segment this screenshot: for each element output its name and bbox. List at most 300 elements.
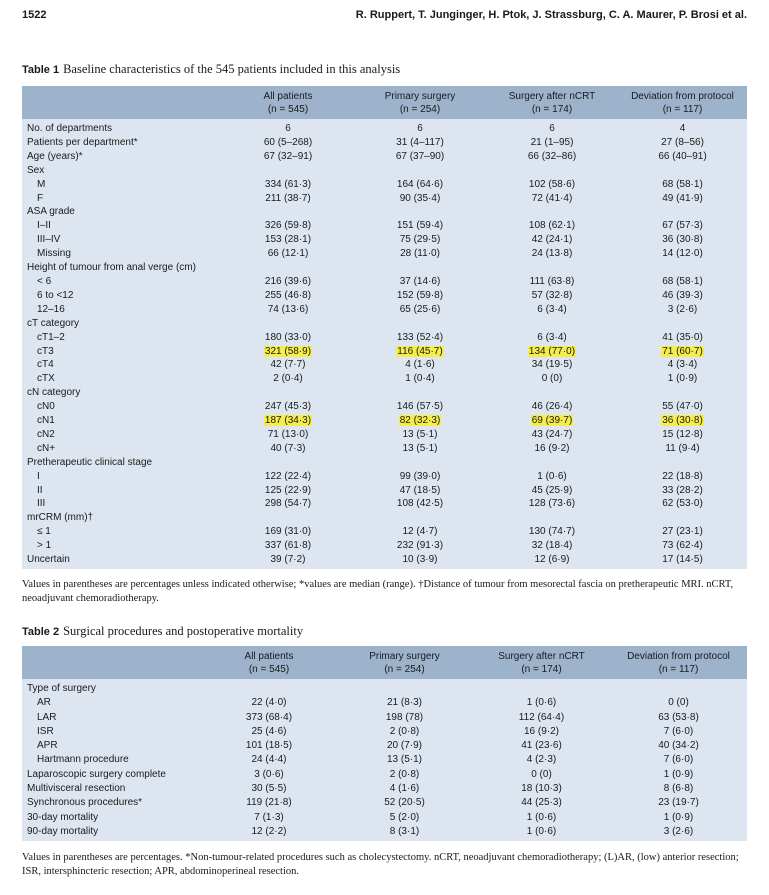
table-cell	[486, 345, 618, 359]
highlighted-value: 321 (58·9)	[264, 345, 312, 357]
table-cell	[202, 825, 336, 841]
table-cell	[486, 484, 618, 498]
row-label: cT1–2	[37, 331, 65, 343]
cell-value: 73 (62·4)	[662, 540, 703, 552]
table-cell	[486, 275, 618, 289]
table-cell	[618, 345, 747, 359]
table-row	[22, 484, 747, 498]
table-cell	[222, 539, 354, 553]
cell-value: 24 (13·8)	[531, 248, 573, 260]
cell-value: 198 (78)	[385, 711, 424, 723]
row-label: F	[37, 192, 44, 204]
table-cell	[336, 782, 473, 796]
table-cell	[222, 247, 354, 261]
table-cell	[336, 696, 473, 710]
table-cell	[618, 164, 747, 178]
cell-value: 4 (3·4)	[667, 359, 698, 371]
table-cell	[618, 150, 747, 164]
row-label: mrCRM (mm)†	[27, 512, 94, 524]
cell-value: 30 (5·5)	[251, 783, 287, 795]
cell-value: 1 (0·6)	[526, 811, 557, 823]
table-cell	[610, 725, 747, 739]
table-cell	[222, 456, 354, 470]
table-cell	[618, 553, 747, 569]
cell-value: 112 (64·4)	[518, 711, 565, 723]
table-cell	[222, 219, 354, 233]
table-cell	[336, 679, 473, 696]
table-cell	[610, 739, 747, 753]
table2-footnote: Values in parentheses are percentages. *Non-tumour-related procedures such as cholecystectomy. nCRT, neoadjuvant chemoradiotherapy; (L)AR, (low) anterior resection; ISR, intersphincteric resection; APR, abdominoperineal resection.	[22, 852, 739, 877]
table-cell	[202, 811, 336, 825]
table-cell	[222, 358, 354, 372]
cell-value: 101 (18·5)	[245, 740, 293, 752]
table-cell	[486, 233, 618, 247]
table-cell	[354, 275, 486, 289]
table-cell	[486, 553, 618, 569]
table-cell	[202, 796, 336, 810]
table-cell	[618, 275, 747, 289]
table-cell	[336, 825, 473, 841]
cell-value: 20 (7·9)	[386, 740, 422, 752]
table-cell	[354, 497, 486, 511]
table-cell	[618, 386, 747, 400]
cell-value: 180 (33·0)	[264, 331, 312, 343]
table-cell	[222, 136, 354, 150]
cell-value: 60 (5–268)	[263, 136, 313, 148]
table-cell	[486, 150, 618, 164]
table-row	[22, 525, 747, 539]
table-cell	[618, 525, 747, 539]
table-cell	[618, 233, 747, 247]
table-row	[22, 150, 747, 164]
cell-value: 211 (38·7)	[265, 192, 311, 204]
cell-value: 16 (9·2)	[534, 442, 570, 454]
table-cell	[354, 400, 486, 414]
cell-value: 130 (74·7)	[528, 526, 576, 538]
table-cell	[202, 711, 336, 725]
cell-value: 71 (13·0)	[267, 428, 309, 440]
row-label: ISR	[37, 725, 54, 737]
table-row	[22, 192, 747, 206]
cell-value: 27 (8–56)	[661, 136, 704, 148]
cell-value: 108 (42·5)	[396, 498, 444, 510]
cell-value: 25 (4·6)	[251, 725, 287, 737]
cell-value: 68 (58·1)	[662, 275, 703, 287]
row-label: III–IV	[37, 234, 61, 246]
table-cell	[222, 345, 354, 359]
cell-value: 6 (3·4)	[537, 303, 567, 315]
table-cell	[222, 261, 354, 275]
table-cell	[354, 205, 486, 219]
cell-value: 0 (0)	[541, 373, 563, 385]
cell-value: 12 (4·7)	[402, 526, 438, 538]
row-label: cN2	[37, 428, 55, 440]
table-cell	[202, 679, 336, 696]
cell-value: 24 (4·4)	[251, 754, 287, 766]
table-cell	[486, 317, 618, 331]
table-row	[22, 711, 747, 725]
table-row	[22, 136, 747, 150]
cell-value: 128 (73·6)	[528, 498, 576, 510]
table-cell	[486, 442, 618, 456]
col-name: Surgery after nCRT	[498, 651, 585, 662]
cell-value: 334 (61·3)	[264, 178, 312, 190]
table-row	[22, 178, 747, 192]
cell-value: 90 (35·4)	[399, 192, 441, 204]
table2-col-header	[610, 646, 747, 679]
highlighted-value: 36 (30·8)	[662, 415, 703, 427]
table-cell	[354, 470, 486, 484]
cell-value: 46 (39·3)	[662, 289, 703, 301]
cell-value: 49 (41·9)	[662, 192, 703, 204]
table-row	[22, 358, 747, 372]
table1	[22, 86, 747, 569]
table-cell	[486, 136, 618, 150]
cell-value: 6 (3·4)	[537, 331, 567, 343]
table-cell	[222, 119, 354, 136]
table-cell	[486, 372, 618, 386]
table-row	[22, 386, 747, 400]
table-cell	[336, 796, 473, 810]
table-cell	[610, 679, 747, 696]
table-row	[22, 825, 747, 841]
cell-value: 21 (8·3)	[386, 697, 422, 709]
table1-title: Baseline characteristics of the 545 patients included in this analysis	[63, 62, 401, 76]
table-row	[22, 782, 747, 796]
cell-value: 17 (14·5)	[662, 554, 703, 566]
table-row	[22, 345, 747, 359]
table-cell	[336, 711, 473, 725]
cell-value: 2 (0·4)	[273, 373, 303, 385]
table-cell	[618, 400, 747, 414]
row-label: APR	[37, 740, 58, 752]
cell-value: 27 (23·1)	[662, 526, 703, 538]
table-cell	[222, 233, 354, 247]
table-cell	[486, 456, 618, 470]
cell-value: 68 (58·1)	[662, 178, 703, 190]
table-cell	[354, 289, 486, 303]
cell-value: 52 (20·5)	[384, 797, 425, 809]
row-label: 6 to <12	[37, 289, 74, 301]
table-cell	[618, 470, 747, 484]
cell-value: 66 (40–91)	[658, 150, 707, 162]
row-label: Multivisceral resection	[27, 783, 126, 795]
cell-value: 13 (5·1)	[402, 442, 438, 454]
table1-label: Table 1	[22, 64, 60, 76]
cell-value: 6	[285, 123, 291, 134]
table-row	[22, 679, 747, 696]
table-cell	[473, 711, 610, 725]
row-label: cN+	[37, 442, 56, 454]
col-name: Primary surgery	[369, 651, 440, 662]
table2-header-row	[22, 646, 747, 679]
table-cell	[610, 753, 747, 767]
table1-body	[22, 119, 747, 569]
cell-value: 119 (21·8)	[246, 797, 292, 809]
col-n: (n = 117)	[658, 664, 699, 675]
cell-value: 0 (0)	[668, 697, 689, 709]
cell-value: 5 (2·0)	[389, 811, 420, 823]
cell-value: 47 (18·5)	[399, 484, 441, 496]
cell-value: 22 (4·0)	[251, 697, 287, 709]
table-cell	[202, 768, 336, 782]
row-label: Synchronous procedures*	[27, 797, 143, 809]
cell-value: 122 (22·4)	[264, 470, 312, 482]
table-cell	[486, 525, 618, 539]
table-row	[22, 696, 747, 710]
row-label: > 1	[37, 540, 52, 552]
cell-value: 108 (62·1)	[528, 220, 576, 232]
table-cell	[618, 247, 747, 261]
cell-value: 8 (3·1)	[389, 825, 420, 837]
cell-value: 67 (37–90)	[395, 150, 445, 162]
table-cell	[202, 725, 336, 739]
row-label: ASA grade	[27, 206, 75, 218]
table-row	[22, 400, 747, 414]
cell-value: 44 (25·3)	[521, 797, 562, 809]
table-cell	[486, 205, 618, 219]
table1-col-header	[354, 86, 486, 119]
row-label: cN0	[37, 401, 55, 413]
table-cell	[222, 289, 354, 303]
highlighted-value: 116 (45·7)	[397, 345, 443, 357]
table-cell	[354, 150, 486, 164]
table-cell	[610, 796, 747, 810]
table-cell	[354, 525, 486, 539]
cell-value: 298 (54·7)	[264, 498, 312, 510]
table-cell	[486, 511, 618, 525]
row-label: ≤ 1	[37, 526, 51, 538]
col-name: Surgery after nCRT	[508, 91, 596, 102]
table-cell	[222, 400, 354, 414]
cell-value: 13 (5·1)	[386, 754, 422, 766]
row-label: Hartmann procedure	[37, 754, 129, 766]
cell-value: 133 (52·4)	[396, 331, 444, 343]
table2	[22, 646, 747, 841]
table-row	[22, 219, 747, 233]
cell-value: 164 (64·6)	[396, 178, 444, 190]
cell-value: 75 (29·5)	[399, 234, 441, 246]
table-row	[22, 164, 747, 178]
table-cell	[222, 511, 354, 525]
table-cell	[222, 484, 354, 498]
table-cell	[486, 539, 618, 553]
table-cell	[354, 539, 486, 553]
cell-value: 1 (0·9)	[663, 811, 694, 823]
highlighted-value: 187 (34·3)	[264, 415, 312, 427]
table-cell	[610, 711, 747, 725]
table-cell	[618, 261, 747, 275]
table-cell	[486, 470, 618, 484]
cell-value: 62 (53·0)	[662, 498, 703, 510]
highlighted-value: 134 (77·0)	[528, 345, 576, 357]
cell-value: 255 (46·8)	[264, 289, 312, 301]
table-row	[22, 553, 747, 569]
table-row	[22, 442, 747, 456]
table-cell	[222, 386, 354, 400]
table-cell	[222, 553, 354, 569]
col-name: Deviation from protocol	[627, 651, 730, 662]
cell-value: 152 (59·8)	[396, 289, 444, 301]
col-name: All patients	[244, 651, 294, 662]
row-label: cN1	[37, 415, 55, 427]
table-cell	[354, 372, 486, 386]
table-cell	[473, 811, 610, 825]
cell-value: 21 (1–95)	[530, 136, 574, 148]
row-label: LAR	[37, 711, 57, 723]
table1-col-header	[222, 86, 354, 119]
cell-value: 37 (14·6)	[399, 275, 441, 287]
table-row	[22, 497, 747, 511]
cell-value: 3 (2·6)	[663, 825, 694, 837]
row-label: 90-day mortality	[27, 825, 99, 837]
table-cell	[354, 219, 486, 233]
table-cell	[222, 164, 354, 178]
cell-value: 10 (3·9)	[402, 554, 438, 566]
table-cell	[354, 247, 486, 261]
page-number: 1522	[22, 9, 47, 21]
cell-value: 72 (41·4)	[531, 192, 573, 204]
table-cell	[473, 825, 610, 841]
cell-value: 65 (25·6)	[399, 303, 441, 315]
table-cell	[486, 400, 618, 414]
table-cell	[354, 178, 486, 192]
cell-value: 146 (57·5)	[396, 401, 444, 413]
table-cell	[354, 456, 486, 470]
cell-value: 28 (11·0)	[400, 248, 440, 260]
row-label: cTX	[37, 373, 55, 385]
table-cell	[222, 205, 354, 219]
cell-value: 32 (18·4)	[531, 540, 573, 552]
table-cell	[222, 470, 354, 484]
table-cell	[354, 119, 486, 136]
row-label: cT4	[37, 359, 54, 371]
table-cell	[618, 442, 747, 456]
cell-value: 4 (1·6)	[389, 783, 420, 795]
table-cell	[618, 511, 747, 525]
row-label: II	[37, 484, 43, 496]
table-cell	[486, 428, 618, 442]
cell-value: 6	[417, 123, 423, 134]
table-cell	[618, 358, 747, 372]
table-cell	[202, 782, 336, 796]
row-label: Type of surgery	[27, 683, 96, 694]
row-label: 12–16	[37, 303, 65, 315]
cell-value: 66 (32–86)	[527, 150, 577, 162]
cell-value: 247 (45·3)	[264, 401, 312, 413]
cell-value: 8 (6·8)	[663, 783, 694, 795]
table-cell	[354, 136, 486, 150]
cell-value: 18 (10·3)	[521, 783, 562, 795]
table-cell	[354, 428, 486, 442]
table2-header-blank	[22, 646, 202, 679]
row-label: Missing	[37, 248, 71, 260]
cell-value: 67 (32–91)	[263, 150, 313, 162]
cell-value: 13 (5·1)	[402, 428, 438, 440]
table-cell	[618, 456, 747, 470]
col-n: (n = 117)	[662, 104, 703, 115]
cell-value: 1 (0·6)	[537, 470, 567, 482]
cell-value: 67 (57·3)	[662, 220, 703, 232]
table-cell	[336, 768, 473, 782]
table-cell	[202, 739, 336, 753]
cell-value: 12 (6·9)	[534, 554, 570, 566]
col-n: (n = 174)	[531, 104, 573, 115]
table-row	[22, 428, 747, 442]
table-row	[22, 233, 747, 247]
table-row	[22, 331, 747, 345]
row-label: AR	[37, 697, 51, 709]
cell-value: 36 (30·8)	[662, 234, 703, 246]
cell-value: 74 (13·6)	[267, 303, 309, 315]
table1-col-header	[618, 86, 747, 119]
table-cell	[486, 497, 618, 511]
table-row	[22, 470, 747, 484]
cell-value: 1 (0·6)	[526, 697, 557, 709]
table1-caption	[22, 62, 400, 77]
cell-value: 3 (0·6)	[254, 768, 284, 780]
table-row	[22, 275, 747, 289]
table-cell	[354, 317, 486, 331]
cell-value: 41 (23·6)	[521, 740, 562, 752]
table-cell	[222, 178, 354, 192]
table-cell	[473, 739, 610, 753]
cell-value: 12 (2·2)	[251, 825, 287, 837]
table-cell	[486, 331, 618, 345]
table-cell	[618, 539, 747, 553]
highlighted-value: 82 (32·3)	[399, 415, 441, 427]
table-row	[22, 414, 747, 428]
row-label: Age (years)*	[27, 150, 83, 162]
table-cell	[473, 768, 610, 782]
table-cell	[354, 386, 486, 400]
cell-value: 16 (9·2)	[523, 725, 559, 737]
table-cell	[486, 358, 618, 372]
cell-value: 46 (26·4)	[531, 401, 573, 413]
row-label: < 6	[37, 275, 52, 287]
table-row	[22, 372, 747, 386]
row-label: I	[37, 470, 40, 482]
cell-value: 40 (34·2)	[658, 740, 699, 752]
highlighted-value: 71 (60·7)	[662, 345, 703, 357]
cell-value: 232 (91·3)	[396, 540, 444, 552]
table-row	[22, 796, 747, 810]
row-label: III	[37, 498, 46, 510]
table-row	[22, 289, 747, 303]
col-n: (n = 174)	[521, 664, 562, 675]
row-label: cN category	[27, 387, 81, 399]
table-cell	[618, 484, 747, 498]
table-row	[22, 303, 747, 317]
table-cell	[486, 261, 618, 275]
table-cell	[222, 192, 354, 206]
table-cell	[336, 739, 473, 753]
table-row	[22, 539, 747, 553]
table-cell	[473, 782, 610, 796]
table2-body	[22, 679, 747, 841]
table-cell	[222, 331, 354, 345]
table-cell	[473, 753, 610, 767]
col-n: (n = 545)	[248, 664, 290, 675]
cell-value: 45 (25·9)	[531, 484, 573, 496]
cell-value: 1 (0·9)	[663, 768, 694, 780]
table-row	[22, 753, 747, 767]
table-cell	[222, 442, 354, 456]
cell-value: 169 (31·0)	[264, 526, 312, 538]
table2-col-header	[202, 646, 336, 679]
table1-col-header	[486, 86, 618, 119]
table-cell	[354, 553, 486, 569]
